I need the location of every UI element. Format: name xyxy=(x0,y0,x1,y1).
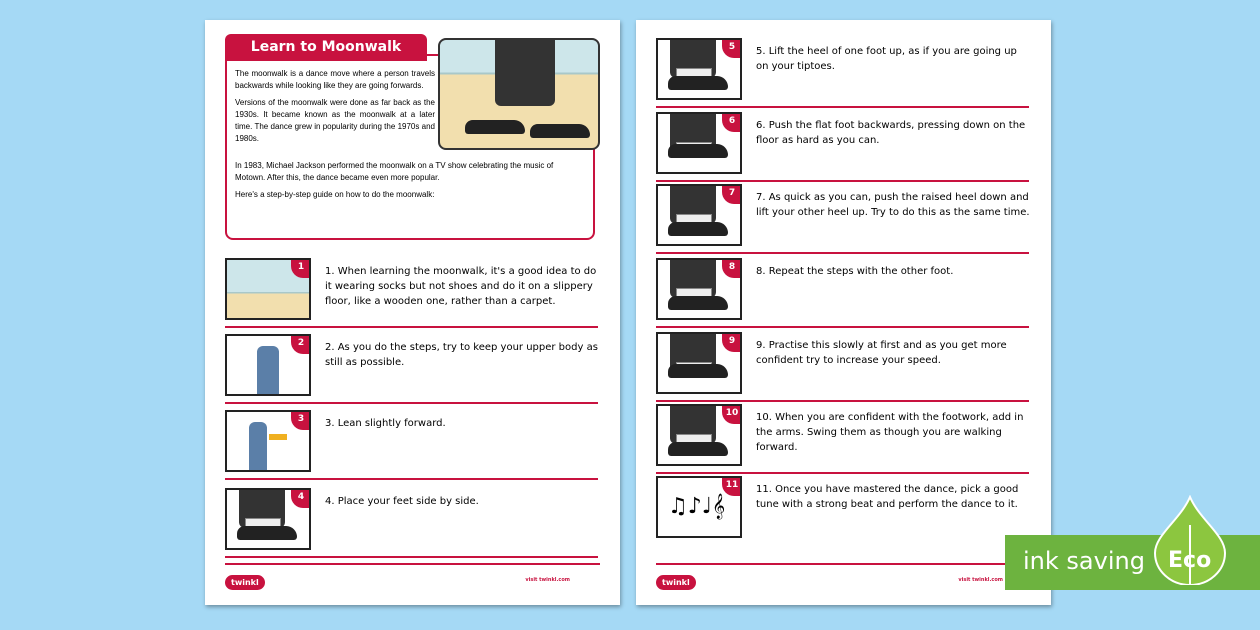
step-2 xyxy=(225,334,598,404)
step-text: 3. Lean slightly forward. xyxy=(325,418,446,429)
step-image xyxy=(656,258,742,320)
step-4 xyxy=(225,488,598,558)
visit-link[interactable]: visit twinkl.com xyxy=(958,577,1003,583)
step-text: 6. Push the flat foot backwards, pressing down on the floor as hard as you can. xyxy=(756,120,1026,146)
eco-label: Eco xyxy=(1168,548,1212,573)
twinkl-logo: twinkl xyxy=(225,575,265,590)
page-title: Learn to Moonwalk xyxy=(225,34,427,61)
step-text: 8. Repeat the steps with the other foot. xyxy=(756,266,954,277)
step-text: 10. When you are confident with the footwork, add in the arms. Swing them as though you are walking forward. xyxy=(756,412,1024,453)
step-image xyxy=(225,258,311,320)
step-number-badge: 3 xyxy=(291,410,311,430)
step-number-badge: 2 xyxy=(291,334,311,354)
step-number-badge: 4 xyxy=(291,488,311,508)
step-number-badge: 10 xyxy=(722,404,742,424)
hero-image xyxy=(438,38,600,150)
music-notes-icon: ♫♪♩𝄞 xyxy=(668,494,726,519)
intro-paragraph: In 1983, Michael Jackson performed the moonwalk on a TV show celebrating the music of Motown. After this, the dance became even more popular. xyxy=(235,161,554,182)
step-text: 7. As quick as you can, push the raised heel down and lift your other heel up. Try to do this as the same time. xyxy=(756,192,1030,218)
step-number-badge: 11 xyxy=(722,476,742,496)
visit-link[interactable]: visit twinkl.com xyxy=(525,577,570,583)
step-text: 9. Practise this slowly at first and as you get more confident try to increase your speed. xyxy=(756,340,1007,366)
step-number-badge: 6 xyxy=(722,112,742,132)
intro-paragraph: Here's a step-by-step guide on how to do the moonwalk: xyxy=(235,190,435,199)
step-image xyxy=(656,476,742,538)
step-image xyxy=(656,404,742,466)
step-number-badge: 7 xyxy=(722,184,742,204)
step-1 xyxy=(225,258,598,328)
step-text: 5. Lift the heel of one foot up, as if you are going up on your tiptoes. xyxy=(756,46,1017,72)
step-image xyxy=(656,184,742,246)
ink-saving-label: ink saving xyxy=(1023,547,1145,575)
step-10 xyxy=(656,404,1029,474)
step-9 xyxy=(656,332,1029,402)
step-image xyxy=(225,410,311,472)
twinkl-logo: twinkl xyxy=(656,575,696,590)
step-image xyxy=(656,112,742,174)
step-8 xyxy=(656,258,1029,328)
step-5 xyxy=(656,38,1029,108)
step-number-badge: 9 xyxy=(722,332,742,352)
step-image xyxy=(656,332,742,394)
step-text: 11. Once you have mastered the dance, pick a good tune with a strong beat and perform the dance to it. xyxy=(756,484,1019,510)
intro-paragraph: Versions of the moonwalk were done as far back as the 1930s. It became known as the moonwalk at a later time. The dance grew in popularity during the 1970s and 1980s. xyxy=(235,98,435,143)
step-image xyxy=(225,334,311,396)
step-text: 1. When learning the moonwalk, it's a good idea to do it wearing socks but not shoes and do it on a slippery floor, like a wooden one, rather than a carpet. xyxy=(325,266,597,307)
worksheet-page-2 xyxy=(636,20,1051,605)
step-text: 4. Place your feet side by side. xyxy=(325,496,479,507)
step-text: 2. As you do the steps, try to keep your upper body as still as possible. xyxy=(325,342,598,368)
step-6 xyxy=(656,112,1029,182)
step-number-badge: 1 xyxy=(291,258,311,278)
step-image xyxy=(656,38,742,100)
step-number-badge: 5 xyxy=(722,38,742,58)
step-number-badge: 8 xyxy=(722,258,742,278)
step-3 xyxy=(225,410,598,480)
step-image xyxy=(225,488,311,550)
worksheet-page-1 xyxy=(205,20,620,605)
step-7 xyxy=(656,184,1029,254)
intro-paragraph: The moonwalk is a dance move where a person travels backwards while looking like they are going forwards. xyxy=(235,69,435,90)
step-11 xyxy=(656,476,1029,544)
